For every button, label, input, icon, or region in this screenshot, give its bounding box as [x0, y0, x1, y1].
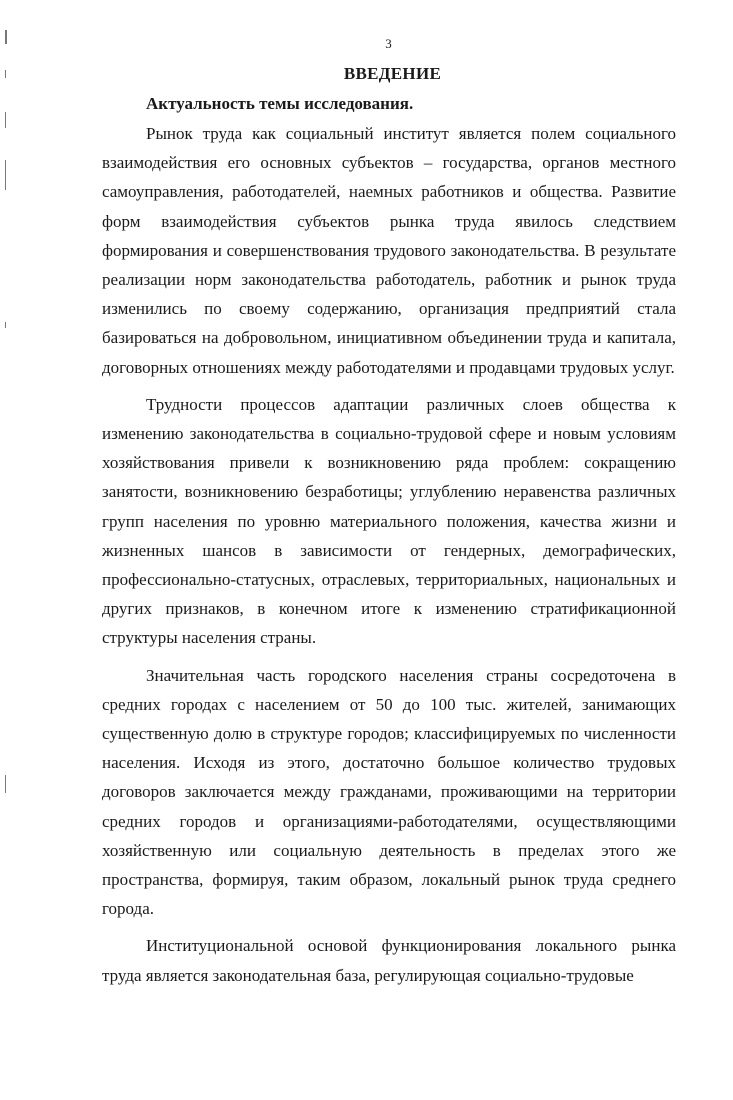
scan-artifact	[5, 775, 6, 793]
paragraph: Институциональной основой функционирования локального рынка труда является законодательная база, регулирующая социально-трудовые	[102, 936, 676, 985]
section-subtitle: Актуальность темы исследования.	[146, 94, 414, 113]
scan-artifact	[5, 322, 6, 328]
paragraph: Трудности процессов адаптации различных слоев общества к изменению законодательства в социально-трудовой сфере и новым условиям хозяйствования привели к возникновению ряда проблем: сокращению занятости, возникновению безработицы; углублению неравенства различных групп населения по уровню материального положения, качества жизни и жизненных шансов в зависимости от гендерных, демографических, профессионально-статусных, отраслевых, территориальных, национальных и других признаков, в конечном итоге к изменению стратификационной структуры населения страны.	[102, 394, 676, 648]
scan-artifact	[5, 160, 6, 190]
scan-artifact	[5, 70, 6, 78]
scan-artifact	[5, 112, 6, 128]
scan-artifact	[5, 30, 7, 44]
page-number: 3	[385, 36, 392, 51]
paragraph: Рынок труда как социальный институт является полем социального взаимодействия его основных субъектов – государства, органов местного самоуправления, работодателей, наемных работников и общества. Развитие форм взаимодействия субъектов рынка труда явилось следствием формирования и совершенствования трудового законодательства. В результате реализации норм законодательства работодатель, работник и рынок труда изменились по своему содержанию, организация предприятий стала базироваться на добровольном, инициативном объединении труда и капитала, договорных отношениях между работодателями и продавцами трудовых услуг.	[102, 124, 676, 377]
paragraph: Значительная часть городского населения страны сосредоточена в средних городах с населением от 50 до 100 тыс. жителей, занимающих существенную долю в структуре городов; классифицируемых по численности населения. Исходя из этого, достаточно большое количество трудовых договоров заключается между гражданами, проживающими на территории средних городов и организациями-работодателями, осуществляющими хозяйственную или социальную деятельность в пределах этого же пространства, формируя, таким образом, локальный рынок труда среднего города.	[102, 665, 676, 919]
page-title: ВВЕДЕНИЕ	[343, 64, 442, 83]
body-text	[102, 119, 676, 990]
